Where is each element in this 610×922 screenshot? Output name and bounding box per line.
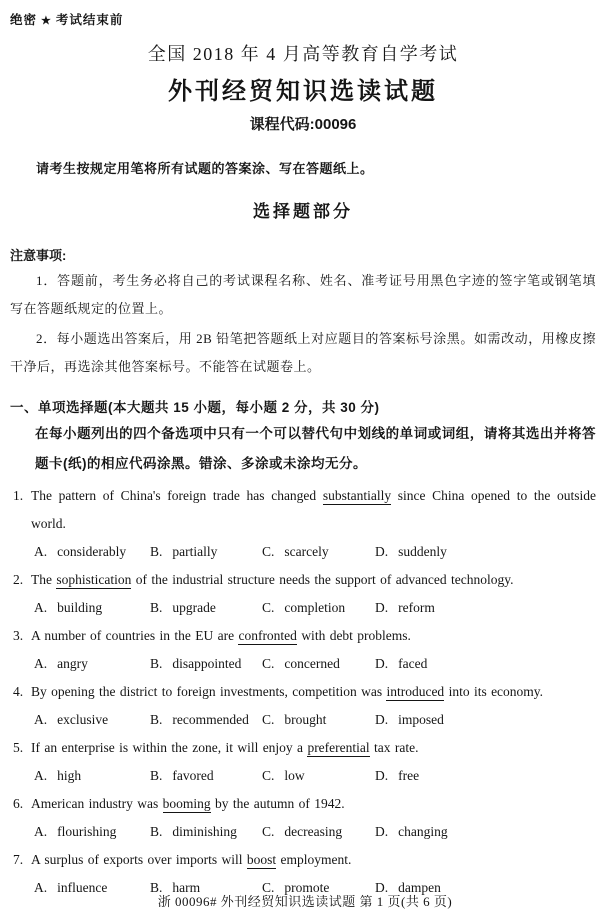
option-label: C.	[262, 600, 275, 615]
option-d	[375, 762, 596, 790]
option-text: suddenly	[398, 544, 447, 559]
note-item-1: 1．答题前，考生务必将自己的考试课程名称、姓名、准考证号用黑色字迹的签字笔或钢笔填写在答题纸规定的位置上。	[10, 273, 596, 316]
question-pre: If an enterprise is within the zone, it will enjoy a	[31, 740, 304, 755]
option-label: D.	[375, 768, 389, 783]
note-item-2: 2．每小题选出答案后，用 2B 铅笔把答题纸上对应题目的答案标号涂黑。如需改动，用橡皮擦干净后，再选涂其他答案标号。不能答在试题卷上。	[10, 331, 596, 374]
question-post: by the autumn of 1942.	[214, 796, 345, 811]
option-a	[34, 538, 150, 566]
options-row	[34, 650, 596, 678]
option-text: partially	[172, 544, 218, 559]
option-label: D.	[375, 600, 389, 615]
option-label: B.	[150, 768, 163, 783]
question-number: 5.	[13, 740, 24, 755]
question-text	[31, 482, 596, 538]
question-text	[31, 678, 596, 706]
option-text: reform	[398, 600, 435, 615]
options-row	[34, 706, 596, 734]
option-d	[375, 650, 596, 678]
option-label: A.	[34, 544, 48, 559]
question-pre: A number of countries in the EU are	[31, 628, 235, 643]
question-pre: A surplus of exports over imports will	[31, 852, 243, 867]
option-d	[375, 706, 596, 734]
star-icon: ★	[41, 15, 52, 27]
option-text: imposed	[398, 712, 444, 727]
option-text: faced	[398, 656, 428, 671]
page-footer: 浙 00096# 外刊经贸知识选读试题 第 1 页(共 6 页)	[157, 894, 453, 909]
question-post: into its economy.	[448, 684, 544, 699]
option-b	[150, 818, 262, 846]
option-b	[150, 594, 262, 622]
notes-heading: 注意事项:	[10, 248, 67, 263]
underlined-word: booming	[162, 796, 211, 811]
question-number: 1.	[13, 488, 24, 503]
option-label: D.	[375, 712, 389, 727]
secrecy-line	[10, 10, 596, 28]
option-a	[34, 818, 150, 846]
option-label: D.	[375, 544, 389, 559]
question-pre: The	[31, 572, 52, 587]
option-label: A.	[34, 600, 48, 615]
options-row	[34, 594, 596, 622]
question-text	[31, 790, 596, 818]
option-c	[262, 650, 375, 678]
option-label: C.	[262, 880, 275, 895]
option-text: exclusive	[57, 712, 109, 727]
option-label: B.	[150, 880, 163, 895]
option-text: decreasing	[284, 824, 343, 839]
option-b	[150, 762, 262, 790]
underlined-word: introduced	[386, 684, 445, 699]
option-label: C.	[262, 712, 275, 727]
option-text: completion	[284, 600, 346, 615]
option-label: B.	[150, 712, 163, 727]
option-d	[375, 538, 596, 566]
option-text: angry	[57, 656, 88, 671]
question-4	[10, 678, 596, 734]
option-a	[34, 650, 150, 678]
option-text: disappointed	[172, 656, 242, 671]
option-text: harm	[172, 880, 201, 895]
option-text: upgrade	[172, 600, 216, 615]
question-number: 2.	[13, 572, 24, 587]
course-code: 课程代码:00096	[249, 116, 357, 133]
underlined-word: sophistication	[56, 572, 132, 587]
option-label: A.	[34, 824, 48, 839]
question-pre: The pattern of China's foreign trade has changed	[31, 488, 317, 503]
secrecy-label: 绝密	[10, 13, 38, 27]
option-a	[34, 594, 150, 622]
option-label: B.	[150, 824, 163, 839]
option-label: D.	[375, 656, 389, 671]
option-label: D.	[375, 880, 389, 895]
question-number: 6.	[13, 796, 24, 811]
exam-session-title: 全国 2018 年 4 月高等教育自学考试	[147, 44, 459, 64]
option-label: A.	[34, 880, 48, 895]
option-text: free	[398, 768, 420, 783]
option-label: C.	[262, 768, 275, 783]
option-label: D.	[375, 824, 389, 839]
question-post: since China opened to the outside world.	[31, 488, 596, 531]
question-list	[10, 482, 596, 902]
question-number: 4.	[13, 684, 24, 699]
option-text: scarcely	[284, 544, 329, 559]
underlined-word: confronted	[238, 628, 297, 643]
options-row	[34, 818, 596, 846]
question-text	[31, 734, 596, 762]
option-text: considerably	[57, 544, 127, 559]
option-text: influence	[57, 880, 108, 895]
option-c	[262, 706, 375, 734]
option-text: recommended	[172, 712, 249, 727]
option-label: A.	[34, 768, 48, 783]
question-2	[10, 566, 596, 622]
option-b	[150, 538, 262, 566]
exam-timing-label: 考试结束前	[55, 13, 124, 27]
question-6	[10, 790, 596, 846]
options-row	[34, 762, 596, 790]
part-one-heading: 一、单项选择题(本大题共 15 小题，每小题 2 分，共 30 分)	[10, 400, 380, 415]
option-b	[150, 706, 262, 734]
question-post: tax rate.	[374, 740, 419, 755]
option-text: low	[284, 768, 305, 783]
question-number: 3.	[13, 628, 24, 643]
option-label: A.	[34, 656, 48, 671]
paper-title: 外刊经贸知识选读试题	[168, 78, 438, 105]
answer-instruction: 请考生按规定用笔将所有试题的答案涂、写在答题纸上。	[36, 161, 374, 176]
question-1	[10, 482, 596, 566]
option-label: C.	[262, 824, 275, 839]
option-label: C.	[262, 656, 275, 671]
question-pre: By opening the district to foreign investments, competition was	[31, 684, 383, 699]
option-c	[262, 818, 375, 846]
options-row	[34, 538, 596, 566]
option-text: favored	[172, 768, 214, 783]
underlined-word: boost	[246, 852, 277, 867]
option-text: brought	[284, 712, 327, 727]
option-label: B.	[150, 600, 163, 615]
option-text: promote	[284, 880, 330, 895]
option-c	[262, 538, 375, 566]
question-5	[10, 734, 596, 790]
question-number: 7.	[13, 852, 24, 867]
option-c	[262, 594, 375, 622]
option-text: high	[57, 768, 82, 783]
question-post: with debt problems.	[301, 628, 411, 643]
question-text	[31, 622, 596, 650]
option-label: A.	[34, 712, 48, 727]
question-post: employment.	[280, 852, 352, 867]
option-label: C.	[262, 544, 275, 559]
section-title: 选择题部分	[253, 202, 353, 221]
option-label: B.	[150, 656, 163, 671]
option-text: building	[57, 600, 103, 615]
option-text: concerned	[284, 656, 340, 671]
option-a	[34, 706, 150, 734]
option-c	[262, 762, 375, 790]
question-3	[10, 622, 596, 678]
option-text: dampen	[398, 880, 441, 895]
option-d	[375, 594, 596, 622]
option-text: flourishing	[57, 824, 117, 839]
part-one-instructions: 在每小题列出的四个备选项中只有一个可以替代句中划线的单词或词组，请将其选出并将答题卡(纸)的相应代码涂黑。错涂、多涂或未涂均无分。	[35, 426, 596, 471]
question-post: of the industrial structure needs the support of advanced technology.	[135, 572, 514, 587]
option-b	[150, 650, 262, 678]
option-text: changing	[398, 824, 448, 839]
underlined-word: preferential	[307, 740, 370, 755]
question-text	[31, 566, 596, 594]
option-d	[375, 818, 596, 846]
underlined-word: substantially	[322, 488, 392, 503]
question-text	[31, 846, 596, 874]
option-text: diminishing	[172, 824, 237, 839]
question-pre: American industry was	[31, 796, 159, 811]
option-a	[34, 762, 150, 790]
option-label: B.	[150, 544, 163, 559]
